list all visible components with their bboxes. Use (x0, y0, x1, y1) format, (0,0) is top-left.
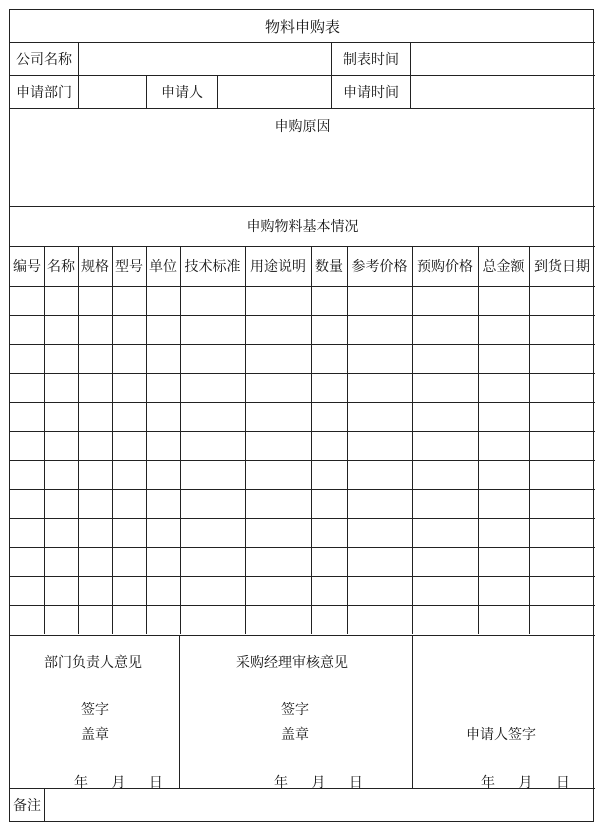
purchase-reason-field[interactable] (10, 143, 595, 206)
table-cell[interactable] (113, 403, 146, 431)
table-cell[interactable] (312, 577, 347, 605)
table-cell[interactable] (79, 345, 112, 373)
divider (146, 76, 147, 108)
table-cell[interactable] (246, 577, 311, 605)
table-cell[interactable] (79, 432, 112, 460)
table-cell[interactable] (530, 316, 595, 344)
table-cell[interactable] (45, 432, 78, 460)
apply-time-field[interactable] (411, 76, 594, 108)
column-header: 单位 (149, 259, 177, 275)
table-cell[interactable] (147, 316, 180, 344)
materials-table (10, 246, 595, 635)
column-header: 到货日期 (534, 259, 590, 275)
table-cell[interactable] (79, 606, 112, 634)
column-header: 数量 (315, 259, 343, 275)
table-cell[interactable] (113, 432, 146, 460)
table-cell[interactable] (246, 403, 311, 431)
table-cell[interactable] (79, 374, 112, 402)
table-cell[interactable] (113, 374, 146, 402)
table-cell[interactable] (530, 403, 595, 431)
table-cell[interactable] (147, 374, 180, 402)
table-cell[interactable] (11, 374, 44, 402)
table-cell[interactable] (147, 548, 180, 576)
created-time-label: 制表时间 (343, 52, 399, 68)
table-cell[interactable] (348, 519, 412, 547)
column-header: 名称 (47, 259, 75, 275)
table-cell[interactable] (530, 374, 595, 402)
department-label: 申请部门 (16, 85, 72, 101)
table-cell[interactable] (348, 606, 412, 634)
table-cell[interactable] (147, 519, 180, 547)
table-cell[interactable] (246, 490, 311, 518)
table-cell[interactable] (45, 287, 78, 315)
purchasing-manager-sign-label: 签字 (281, 702, 309, 718)
table-cell[interactable] (113, 577, 146, 605)
table-cell[interactable] (348, 577, 412, 605)
table-cell[interactable] (479, 606, 529, 634)
table-cell[interactable] (79, 548, 112, 576)
table-cell[interactable] (530, 606, 595, 634)
divider (410, 43, 411, 108)
table-cell[interactable] (312, 316, 347, 344)
table-cell[interactable] (147, 490, 180, 518)
table-cell[interactable] (413, 461, 478, 489)
table-cell[interactable] (479, 403, 529, 431)
applicant-signature-label: 申请人签字 (466, 727, 536, 743)
table-cell[interactable] (45, 461, 78, 489)
table-cell[interactable] (79, 316, 112, 344)
department-field[interactable] (79, 76, 146, 108)
company-name-field[interactable] (79, 43, 331, 75)
table-cell[interactable] (11, 519, 44, 547)
purchasing-manager-opinion-title: 采购经理审核意见 (236, 655, 348, 671)
date-month: 月 (311, 775, 326, 791)
table-cell[interactable] (312, 548, 347, 576)
column-header: 规格 (81, 259, 109, 275)
divider (217, 76, 218, 108)
table-cell[interactable] (312, 432, 347, 460)
table-cell[interactable] (312, 403, 347, 431)
column-header: 用途说明 (250, 259, 306, 275)
date-day: 日 (348, 775, 363, 791)
dept-head-opinion-title: 部门负责人意见 (44, 655, 142, 671)
table-cell[interactable] (479, 577, 529, 605)
purchasing-manager-seal-label: 盖章 (281, 727, 309, 743)
applicant-field[interactable] (218, 76, 331, 108)
table-cell[interactable] (181, 345, 245, 373)
table-cell[interactable] (413, 287, 478, 315)
table-cell[interactable] (348, 461, 412, 489)
date-month: 月 (518, 775, 533, 791)
table-cell[interactable] (246, 432, 311, 460)
table-cell[interactable] (79, 287, 112, 315)
date-day: 日 (148, 775, 163, 791)
table-cell[interactable] (413, 519, 478, 547)
table-cell[interactable] (181, 606, 245, 634)
table-cell[interactable] (181, 403, 245, 431)
material-purchase-form (9, 9, 594, 822)
table-cell[interactable] (45, 519, 78, 547)
column-header: 技术标准 (184, 259, 241, 275)
table-cell[interactable] (530, 345, 595, 373)
column-header: 预购价格 (417, 259, 473, 275)
table-cell[interactable] (479, 345, 529, 373)
table-cell[interactable] (312, 287, 347, 315)
table-cell[interactable] (181, 432, 245, 460)
table-cell[interactable] (147, 577, 180, 605)
table-cell[interactable] (530, 519, 595, 547)
table-cell[interactable] (312, 490, 347, 518)
table-cell[interactable] (45, 548, 78, 576)
date-year: 年 (74, 775, 88, 791)
table-cell[interactable] (479, 519, 529, 547)
table-cell[interactable] (45, 606, 78, 634)
table-cell[interactable] (113, 345, 146, 373)
table-cell[interactable] (11, 606, 44, 634)
table-cell[interactable] (413, 490, 478, 518)
table-cell[interactable] (181, 374, 245, 402)
table-cell[interactable] (246, 316, 311, 344)
dept-head-sign-label: 签字 (81, 702, 109, 718)
date-year: 年 (481, 775, 495, 791)
apply-time-label: 申请时间 (343, 85, 399, 101)
table-cell[interactable] (11, 403, 44, 431)
table-cell[interactable] (479, 316, 529, 344)
table-cell[interactable] (11, 316, 44, 344)
date-day: 日 (555, 775, 570, 791)
applicant-label: 申请人 (161, 85, 203, 101)
table-cell[interactable] (312, 606, 347, 634)
table-cell[interactable] (79, 577, 112, 605)
table-cell[interactable] (147, 432, 180, 460)
table-cell[interactable] (413, 548, 478, 576)
table-cell[interactable] (246, 519, 311, 547)
table-cell[interactable] (246, 287, 311, 315)
table-cell[interactable] (11, 577, 44, 605)
table-cell[interactable] (530, 577, 595, 605)
table-cell[interactable] (312, 461, 347, 489)
dept-head-seal-label: 盖章 (81, 727, 109, 743)
table-cell[interactable] (246, 461, 311, 489)
table-cell[interactable] (11, 548, 44, 576)
table-cell[interactable] (181, 548, 245, 576)
table-cell[interactable] (348, 345, 412, 373)
table-cell[interactable] (113, 316, 146, 344)
table-cell[interactable] (246, 606, 311, 634)
purchasing-manager-opinion-cell[interactable] (180, 636, 412, 791)
table-cell[interactable] (45, 316, 78, 344)
table-cell[interactable] (147, 345, 180, 373)
table-cell[interactable] (530, 548, 595, 576)
table-cell[interactable] (479, 432, 529, 460)
table-cell[interactable] (45, 345, 78, 373)
table-cell[interactable] (348, 490, 412, 518)
remarks-field[interactable] (45, 789, 594, 821)
table-cell[interactable] (413, 606, 478, 634)
table-cell[interactable] (113, 287, 146, 315)
table-cell[interactable] (79, 461, 112, 489)
dept-head-opinion-cell[interactable] (10, 636, 179, 791)
table-cell[interactable] (413, 432, 478, 460)
table-cell[interactable] (312, 374, 347, 402)
table-cell[interactable] (479, 374, 529, 402)
table-cell[interactable] (181, 490, 245, 518)
table-cell[interactable] (530, 490, 595, 518)
created-time-field[interactable] (411, 43, 594, 75)
table-cell[interactable] (530, 461, 595, 489)
column-header: 型号 (115, 259, 143, 275)
table-cell[interactable] (348, 548, 412, 576)
table-cell[interactable] (348, 432, 412, 460)
table-cell[interactable] (413, 403, 478, 431)
table-cell[interactable] (479, 490, 529, 518)
table-cell[interactable] (11, 490, 44, 518)
table-cell[interactable] (246, 345, 311, 373)
divider (331, 43, 332, 108)
column-header: 参考价格 (351, 259, 408, 275)
materials-section-title: 申购物料基本情况 (246, 219, 359, 235)
date-month: 月 (111, 775, 126, 791)
table-cell[interactable] (113, 606, 146, 634)
table-cell[interactable] (530, 432, 595, 460)
table-cell[interactable] (147, 606, 180, 634)
table-cell[interactable] (413, 345, 478, 373)
table-cell[interactable] (11, 345, 44, 373)
table-cell[interactable] (479, 461, 529, 489)
table-cell[interactable] (479, 287, 529, 315)
table-cell[interactable] (45, 403, 78, 431)
company-name-label: 公司名称 (16, 52, 72, 68)
table-cell[interactable] (348, 287, 412, 315)
table-cell[interactable] (147, 287, 180, 315)
column-header: 总金额 (482, 259, 525, 275)
divider (78, 43, 79, 108)
table-cell[interactable] (79, 403, 112, 431)
table-cell[interactable] (181, 287, 245, 315)
table-cell[interactable] (113, 548, 146, 576)
table-cell[interactable] (246, 374, 311, 402)
table-cell[interactable] (530, 287, 595, 315)
table-cell[interactable] (413, 316, 478, 344)
table-cell[interactable] (113, 519, 146, 547)
table-cell[interactable] (79, 519, 112, 547)
column-header: 编号 (13, 259, 41, 275)
table-cell[interactable] (181, 461, 245, 489)
table-cell[interactable] (45, 490, 78, 518)
form-title: 物料申购表 (264, 17, 340, 36)
table-cell[interactable] (181, 577, 245, 605)
table-cell[interactable] (348, 403, 412, 431)
table-cell[interactable] (479, 548, 529, 576)
table-cell[interactable] (147, 461, 180, 489)
table-cell[interactable] (181, 316, 245, 344)
applicant-signature-cell[interactable] (413, 636, 594, 791)
date-year: 年 (274, 775, 288, 791)
table-cell[interactable] (11, 432, 44, 460)
table-cell[interactable] (147, 403, 180, 431)
table-cell[interactable] (181, 519, 245, 547)
table-cell[interactable] (348, 316, 412, 344)
table-cell[interactable] (312, 519, 347, 547)
table-cell[interactable] (413, 374, 478, 402)
table-cell[interactable] (113, 461, 146, 489)
table-cell[interactable] (413, 577, 478, 605)
table-cell[interactable] (45, 374, 78, 402)
table-cell[interactable] (45, 577, 78, 605)
table-cell[interactable] (113, 490, 146, 518)
remarks-label: 备注 (13, 798, 41, 814)
purchase-reason-label: 申购原因 (274, 119, 331, 135)
table-cell[interactable] (79, 490, 112, 518)
table-cell[interactable] (246, 548, 311, 576)
table-cell[interactable] (348, 374, 412, 402)
table-cell[interactable] (11, 287, 44, 315)
table-cell[interactable] (312, 345, 347, 373)
table-cell[interactable] (11, 461, 44, 489)
